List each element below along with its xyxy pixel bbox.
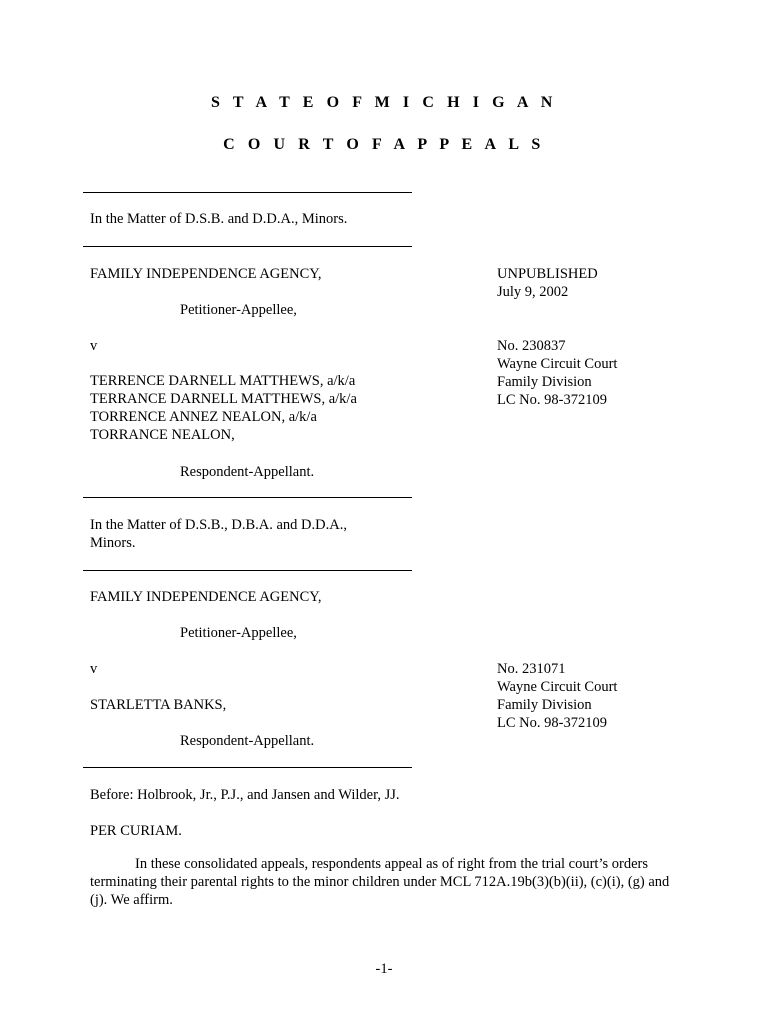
court-division: Family Division bbox=[497, 374, 592, 390]
court-heading: C O U R T O F A P P E A L S bbox=[223, 136, 545, 153]
case2-matter bbox=[90, 516, 347, 552]
case1-petitioner-role: Petitioner-Appellee, bbox=[180, 302, 297, 318]
case2-respondent: STARLETTA BANKS, bbox=[90, 697, 227, 713]
case1-matter: In the Matter of D.S.B. and D.D.A., Minors. bbox=[90, 211, 348, 227]
divider bbox=[83, 246, 412, 247]
per-curiam: PER CURIAM. bbox=[90, 823, 182, 839]
divider bbox=[83, 192, 412, 193]
lower-court-number: LC No. 98-372109 bbox=[497, 715, 607, 731]
case2-matter-line: In the Matter of D.S.B., D.B.A. and D.D.A., bbox=[90, 517, 347, 533]
divider bbox=[83, 497, 412, 498]
respondent-name-line: TORRENCE ANNEZ NEALON, a/k/a bbox=[90, 409, 317, 425]
docket-number: No. 231071 bbox=[497, 661, 566, 677]
case2-matter-line: Minors. bbox=[90, 535, 136, 551]
case2-petitioner: FAMILY INDEPENDENCE AGENCY, bbox=[90, 589, 322, 605]
publication-status: UNPUBLISHED bbox=[497, 266, 598, 282]
divider bbox=[83, 570, 412, 571]
trial-court: Wayne Circuit Court bbox=[497, 356, 618, 372]
case2-petitioner-role: Petitioner-Appellee, bbox=[180, 625, 297, 641]
decision-date: July 9, 2002 bbox=[497, 284, 569, 300]
respondent-name-line: TORRANCE NEALON, bbox=[90, 427, 235, 443]
case1-petitioner: FAMILY INDEPENDENCE AGENCY, bbox=[90, 266, 322, 282]
case1-docket-block bbox=[497, 337, 617, 409]
case2-docket-block bbox=[497, 660, 617, 732]
trial-court: Wayne Circuit Court bbox=[497, 679, 618, 695]
case2-respondent-role: Respondent-Appellant. bbox=[180, 733, 315, 749]
docket-number: No. 230837 bbox=[497, 338, 566, 354]
case1-versus: v bbox=[90, 338, 98, 354]
case2-versus: v bbox=[90, 661, 98, 677]
case1-status-block bbox=[497, 265, 598, 301]
case1-respondent-role: Respondent-Appellant. bbox=[180, 464, 315, 480]
divider bbox=[83, 767, 412, 768]
panel-judges: Before: Holbrook, Jr., P.J., and Jansen and Wilder, JJ. bbox=[90, 787, 400, 803]
page-number: -1- bbox=[375, 961, 393, 977]
opinion-paragraph: In these consolidated appeals, respondents appeal as of right from the trial court’s orders terminating their parental rights to the minor children under MCL 712A.19b(3)(b)(ii), (c)(i), (g) and (j). We affirm. bbox=[90, 856, 670, 908]
state-heading: S T A T E O F M I C H I G A N bbox=[211, 94, 557, 111]
lower-court-number: LC No. 98-372109 bbox=[497, 392, 607, 408]
case1-respondent-names bbox=[90, 372, 357, 444]
respondent-name-line: TERRANCE DARNELL MATTHEWS, a/k/a bbox=[90, 391, 357, 407]
court-division: Family Division bbox=[497, 697, 592, 713]
respondent-name-line: TERRENCE DARNELL MATTHEWS, a/k/a bbox=[90, 373, 356, 389]
